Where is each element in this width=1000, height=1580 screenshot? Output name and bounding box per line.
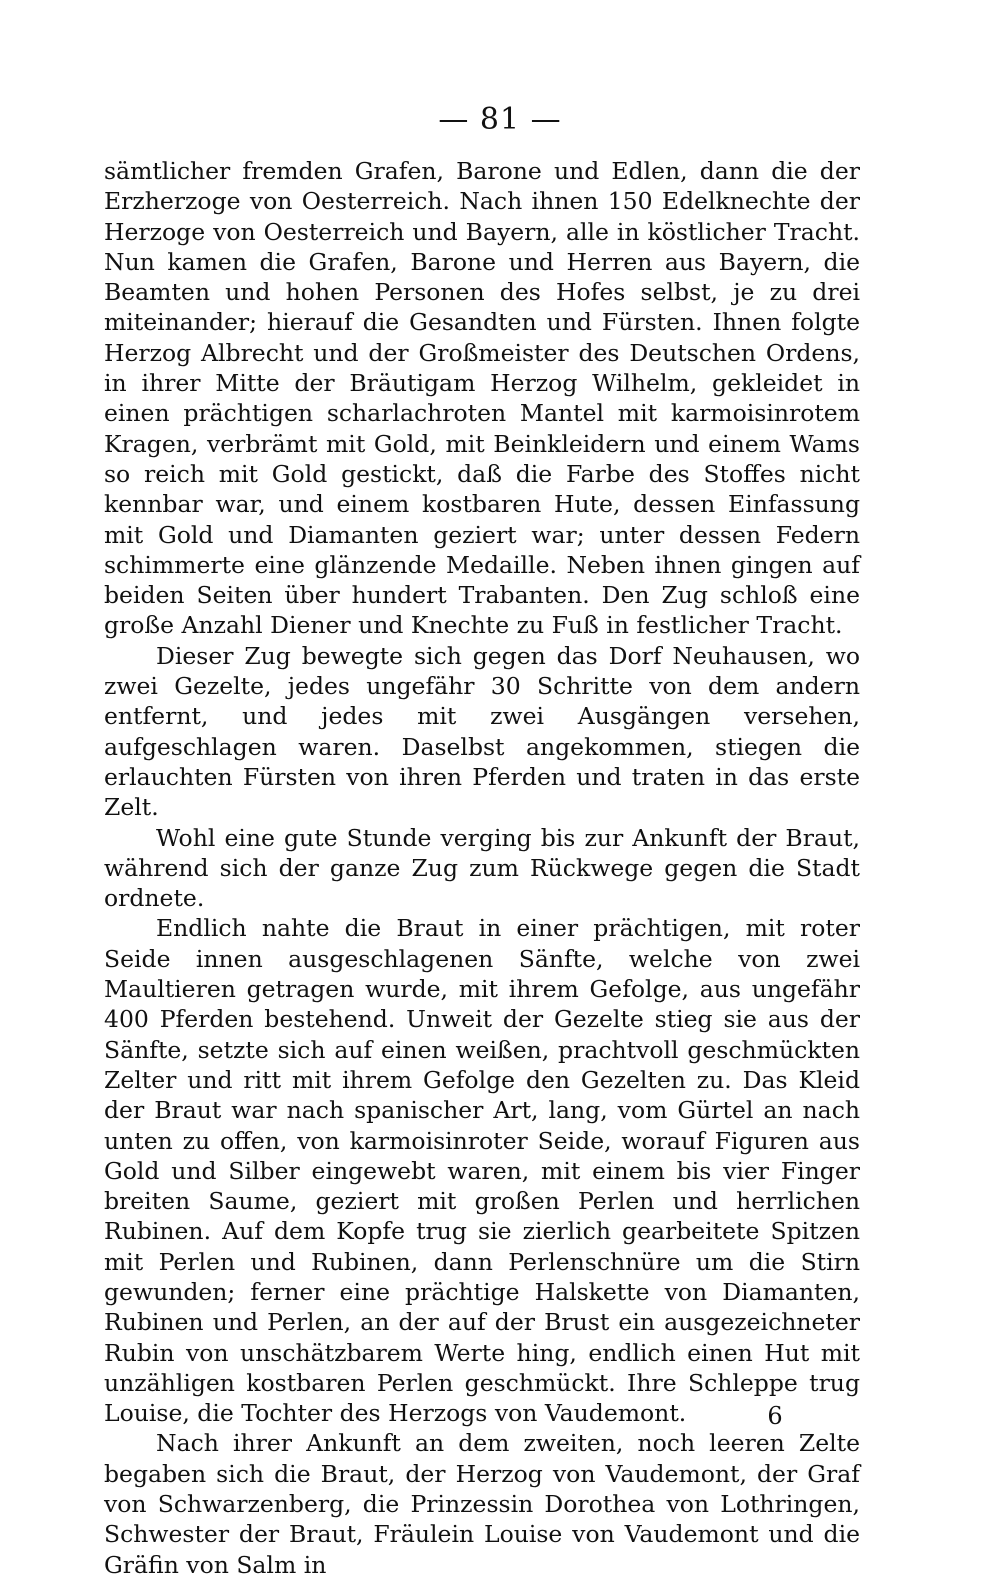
body-text	[104, 156, 860, 1580]
signature-mark: 6	[767, 1402, 783, 1430]
paragraph-3: Wohl eine gute Stunde verging bis zur Ankunft der Braut, während sich der ganze Zug zum Rückwege gegen die Stadt ordnete.	[104, 823, 860, 913]
paragraph-1: sämtlicher fremden Grafen, Barone und Edlen, dann die der Erzherzoge von Oesterreich. Nach ihnen 150 Edelknechte der Herzoge von Oesterreich und Bayern, alle in köstlicher Tracht. Nun kamen die Grafen, Barone und Herren aus Bayern, die Beamten und hohen Personen des Hofes selbst, je zu drei miteinander; hierauf die Gesandten und Fürsten. Ihnen folgte Herzog Albrecht und der Großmeister des Deutschen Ordens, in ihrer Mitte der Bräutigam Herzog Wilhelm, gekleidet in einen prächtigen scharlachroten Mantel mit karmoisinrotem Kragen, verbrämt mit Gold, mit Beinkleidern und einem Wams so reich mit Gold gestickt, daß die Farbe des Stoffes nicht kennbar war, und einem kostbaren Hute, dessen Einfassung mit Gold und Diamanten geziert war; unter dessen Federn schimmerte eine glänzende Medaille. Neben ihnen gingen auf beiden Seiten über hundert Trabanten. Den Zug schloß eine große Anzahl Diener und Knechte zu Fuß in festlicher Tracht.	[104, 157, 860, 640]
paragraph-5: Nach ihrer Ankunft an dem zweiten, noch leeren Zelte begaben sich die Braut, der Herzog von Vaudemont, der Graf von Schwarzenberg, die Prinzessin Dorothea von Lothringen, Schwester der Braut, Fräulein Louise von Vaudemont und die Gräfin von Salm in	[104, 1429, 860, 1579]
page-number: — 81 —	[438, 102, 562, 137]
paragraph-4: Endlich nahte die Braut in einer prächtigen, mit roter Seide innen ausgeschlagenen Sänfte, welche von zwei Maultieren getragen wurde, mit ihrem Gefolge, aus ungefähr 400 Pferden bestehend. Unweit der Gezelte stieg sie aus der Sänfte, setzte sich auf einen weißen, prachtvoll geschmückten Zelter und ritt mit ihrem Gefolge den Gezelten zu. Das Kleid der Braut war nach spanischer Art, lang, vom Gürtel an nach unten zu offen, von karmoisinroter Seide, worauf Figuren aus Gold und Silber eingewebt waren, mit einem bis vier Finger breiten Saume, geziert mit großen Perlen und herrlichen Rubinen. Auf dem Kopfe trug sie zierlich gearbeitete Spitzen mit Perlen und Rubinen, dann Perlenschnüre um die Stirn gewunden; ferner eine prächtige Halskette von Diamanten, Rubinen und Perlen, an der auf der Brust ein ausgezeichneter Rubin von unschätzbarem Werte hing, endlich einen Hut mit unzähligen kostbaren Perlen geschmückt. Ihre Schleppe trug Louise, die Tochter des Herzogs von Vaudemont.	[104, 914, 860, 1428]
paragraph-2: Dieser Zug bewegte sich gegen das Dorf Neuhausen, wo zwei Gezelte, jedes ungefähr 30 Schritte von dem andern entfernt, und jedes mit zwei Ausgängen versehen, aufgeschlagen waren. Daselbst angekommen, stiegen die erlauchten Fürsten von ihren Pferden und traten in das erste Zelt.	[104, 641, 860, 822]
